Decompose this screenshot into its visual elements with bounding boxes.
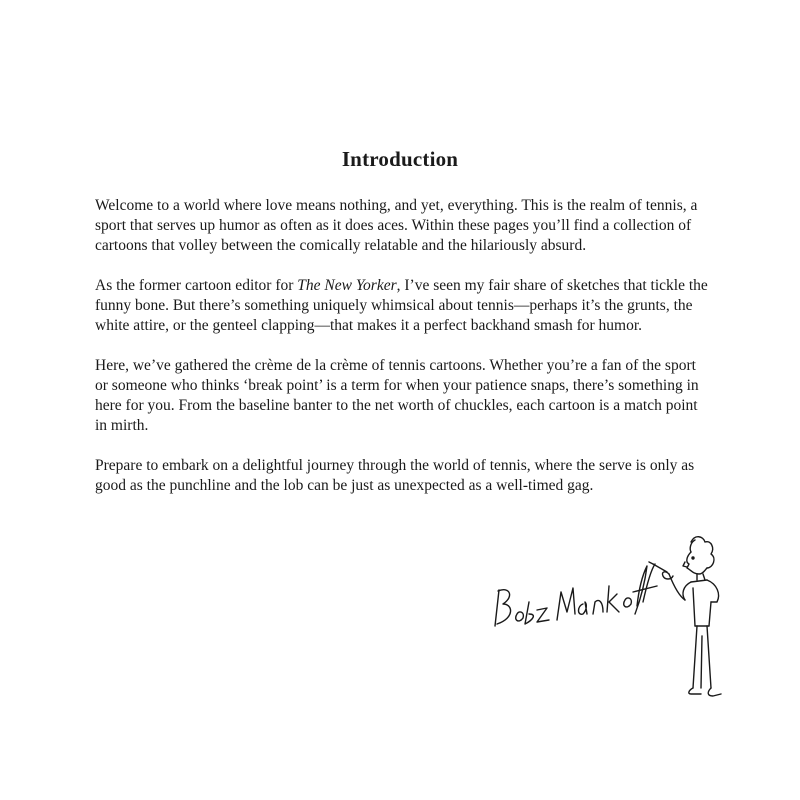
page-title: Introduction	[341, 147, 459, 171]
intro-body	[95, 196, 710, 516]
signature-scribble	[495, 564, 657, 626]
paragraph-3: Here, we’ve gathered the crème de la crème of tennis cartoons. Whether you’re a fan of the sport or someone who thinks ‘break point’ is a term for when your patience snaps, there’s something in here for you. From the baseline banter to the net worth of chuckles, each cartoon is a match point in mirth.	[95, 357, 699, 434]
paragraph-1: Welcome to a world where love means nothing, and yet, everything. This is the realm of tennis, a sport that serves up humor as often as it does aces. Within these pages you’ll find a collection of cartoons that volley between the comically relatable and the hilariously absurd.	[95, 197, 698, 254]
cartoonist-figure	[649, 537, 721, 696]
signature-drawing-icon	[485, 528, 735, 708]
paragraph-2-start: As the former cartoon editor for	[95, 277, 298, 294]
paragraph-2-end: , I’ve seen my fair share of sketches that tickle the funny bone. But there’s something uniquely whimsical about tennis—perhaps it’s the grunts, the white attire, or the genteel clapping—that makes it a perfect backhand smash for humor.	[95, 277, 708, 334]
paragraph-4: Prepare to embark on a delightful journey through the world of tennis, where the serve is only as good as the punchline and the lob can be just as unexpected as a well-timed gag.	[95, 457, 695, 494]
paragraph-2	[95, 276, 710, 336]
publication-name: The New Yorker	[297, 277, 397, 294]
